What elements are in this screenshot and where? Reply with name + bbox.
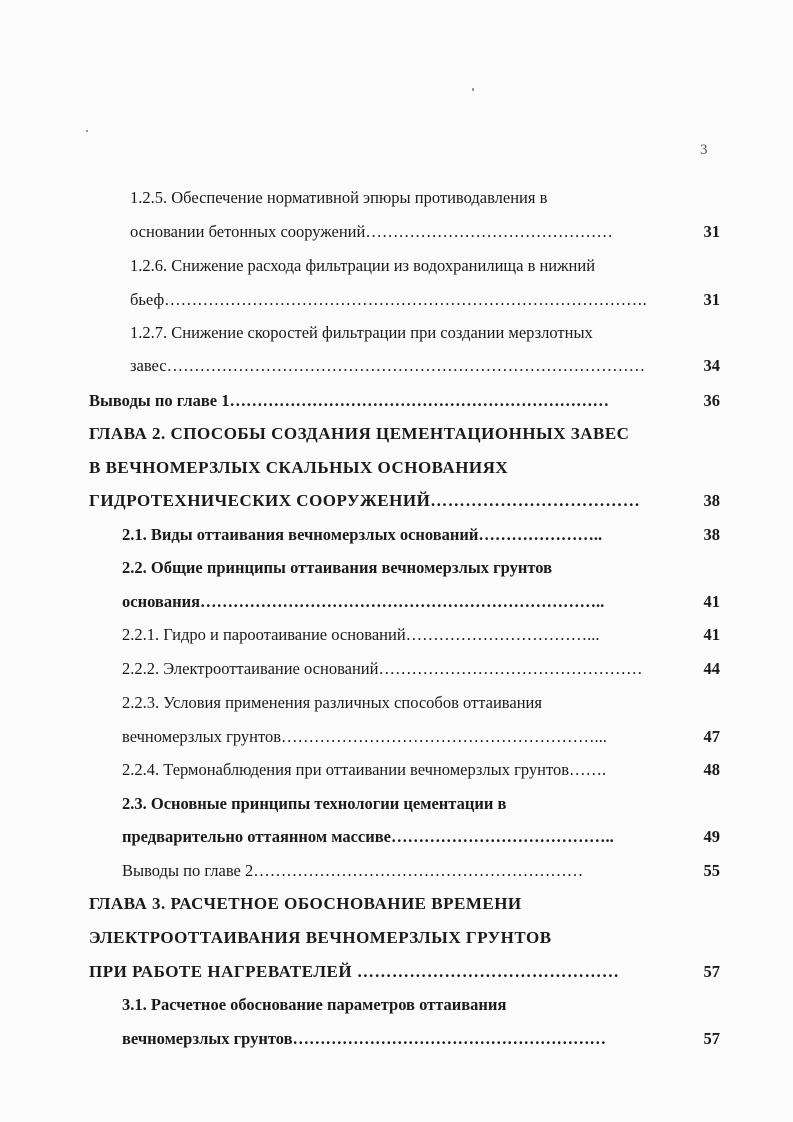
toc-entry-page: 47 xyxy=(703,727,720,746)
toc-entry-text: вечномерзлых грунтов…………………………………………………... xyxy=(122,727,607,746)
page-number: 3 xyxy=(700,142,708,158)
scan-speck xyxy=(472,88,474,91)
toc-entry-text: 3.1. Расчетное обоснование параметров оттаивания xyxy=(122,995,507,1014)
toc-entry-text: Выводы по главе 2…………………………………………………… xyxy=(122,861,584,880)
toc-entry-text: 1.2.5. Обеспечение нормативной эпюры противодавления в xyxy=(130,188,548,207)
toc-chapter-heading: ГИДРОТЕХНИЧЕСКИХ СООРУЖЕНИЙ……………………………… xyxy=(89,491,641,510)
scan-speck xyxy=(86,130,88,132)
toc-entry-text: 2.2.2. Электрооттаивание оснований………………………………………… xyxy=(122,659,643,678)
toc-entry-page: 36 xyxy=(703,391,720,410)
toc-entry-text: 2.3. Основные принципы технологии цементации в xyxy=(122,794,507,813)
toc-entry-text: основания……………………………………………………………….. xyxy=(122,592,605,611)
toc-entry-page: 41 xyxy=(703,625,720,644)
toc-entry-text: 2.2.1. Гидро и пароотаивание оснований……………………………... xyxy=(122,625,600,644)
toc-entry-page: 34 xyxy=(703,356,720,375)
toc-entry-text: бьеф……………………………………………………………………………. xyxy=(130,290,647,309)
toc-entry-text: основании бетонных сооружений……………………………………… xyxy=(130,222,613,241)
toc-entry-page: 57 xyxy=(703,962,720,981)
toc-entry-page: 49 xyxy=(703,827,720,846)
toc-entry-page: 41 xyxy=(703,592,720,611)
toc-entry-text: 2.2.3. Условия применения различных способов оттаивания xyxy=(122,693,542,712)
toc-entry-page: 57 xyxy=(703,1029,720,1048)
toc-entry-text: 2.2. Общие принципы оттаивания вечномерзлых грунтов xyxy=(122,558,552,577)
toc-chapter-heading: ПРИ РАБОТЕ НАГРЕВАТЕЛЕЙ ……………………………………… xyxy=(89,962,620,981)
toc-entry-text: завес…………………………………………………………………………… xyxy=(130,356,646,375)
toc-entry-page: 31 xyxy=(703,222,720,241)
toc-entry-page: 55 xyxy=(703,861,720,880)
toc-entry-text: 2.1. Виды оттаивания вечномерзлых оснований………………….. xyxy=(122,525,603,544)
toc-entry-page: 44 xyxy=(703,659,720,678)
toc-entry-text: 1.2.6. Снижение расхода фильтрации из водохранилища в нижний xyxy=(130,256,596,275)
toc-entry-page: 38 xyxy=(703,491,720,510)
toc-chapter-heading: ГЛАВА 2. СПОСОБЫ СОЗДАНИЯ ЦЕМЕНТАЦИОННЫХ ЗАВЕС xyxy=(89,424,630,443)
toc-entry-text: предварительно оттаянном массиве………………………………….. xyxy=(122,827,614,846)
toc-entry-text: 1.2.7. Снижение скоростей фильтрации при создании мерзлотных xyxy=(130,323,593,342)
toc-entry-text: Выводы по главе 1…………………………………………………………… xyxy=(89,391,609,410)
toc-chapter-heading: В ВЕЧНОМЕРЗЛЫХ СКАЛЬНЫХ ОСНОВАНИЯХ xyxy=(89,458,509,477)
toc-chapter-heading: ГЛАВА 3. РАСЧЕТНОЕ ОБОСНОВАНИЕ ВРЕМЕНИ xyxy=(89,894,522,913)
toc-entry-page: 48 xyxy=(703,760,720,779)
toc-entry-page: 38 xyxy=(703,525,720,544)
toc-chapter-heading: ЭЛЕКТРООТТАИВАНИЯ ВЕЧНОМЕРЗЛЫХ ГРУНТОВ xyxy=(89,928,552,947)
toc-entry-text: 2.2.4. Термонаблюдения при оттаивании вечномерзлых грунтов……. xyxy=(122,760,607,779)
toc-entry-page: 31 xyxy=(703,290,720,309)
toc-entry-text: вечномерзлых грунтов………………………………………………… xyxy=(122,1029,607,1048)
